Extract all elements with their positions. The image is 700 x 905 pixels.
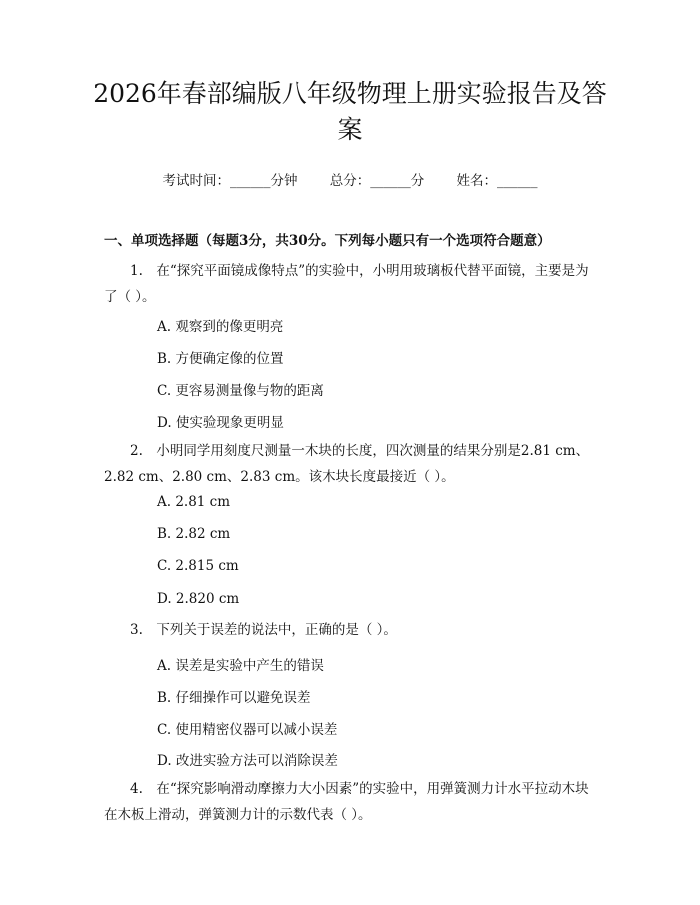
section-heading: 一、单项选择题（每题3分，共30分。下列每小题只有一个选项符合题意） bbox=[104, 233, 551, 249]
question-1-option-a: A. 观察到的像更明亮 bbox=[157, 319, 284, 335]
question-4-stem: 4. 在“探究影响滑动摩擦力大小因素”的实验中，用弹簧测力计水平拉动木块在木板上滑动，弹簧测力计的示数代表（ ）。 bbox=[104, 781, 589, 823]
question-2-option-a: A. 2.81 cm bbox=[157, 494, 231, 510]
question-1-option-c: C. 更容易测量像与物的距离 bbox=[157, 383, 324, 399]
question-1-stem: 1. 在“探究平面镜成像特点”的实验中，小明用玻璃板代替平面镜，主要是为了（ ）。 bbox=[104, 263, 589, 305]
exam-time-field: 考试时间：______分钟 bbox=[162, 173, 298, 189]
question-2-option-d: D. 2.820 cm bbox=[157, 591, 240, 607]
question-2-option-b: B. 2.82 cm bbox=[157, 526, 231, 542]
question-1-option-b: B. 方便确定像的位置 bbox=[157, 351, 284, 367]
question-3-option-c: C. 使用精密仪器可以减小误差 bbox=[157, 722, 338, 738]
exam-info-line bbox=[0, 169, 700, 189]
question-3-stem: 3. 下列关于误差的说法中，正确的是（ ）。 bbox=[130, 622, 397, 638]
question-1-option-d: D. 使实验现象更明显 bbox=[157, 415, 284, 431]
student-name-field: 姓名：______ bbox=[456, 173, 538, 189]
question-2-option-c: C. 2.815 cm bbox=[157, 558, 239, 574]
total-score-field: 总分：______分 bbox=[329, 173, 425, 189]
question-2-stem: 2. 小明同学用刻度尺测量一木块的长度，四次测量的结果分别是2.81 cm、2.82 cm、2.80 cm、2.83 cm。该木块长度最接近（ ）。 bbox=[104, 443, 590, 485]
question-3-option-b: B. 仔细操作可以避免误差 bbox=[157, 690, 311, 706]
question-3-option-d: D. 改进实验方法可以消除误差 bbox=[157, 753, 338, 769]
question-3-option-a: A. 误差是实验中产生的错误 bbox=[157, 658, 324, 674]
document-title: 2026年春部编版八年级物理上册实验报告及答案 bbox=[93, 79, 607, 144]
